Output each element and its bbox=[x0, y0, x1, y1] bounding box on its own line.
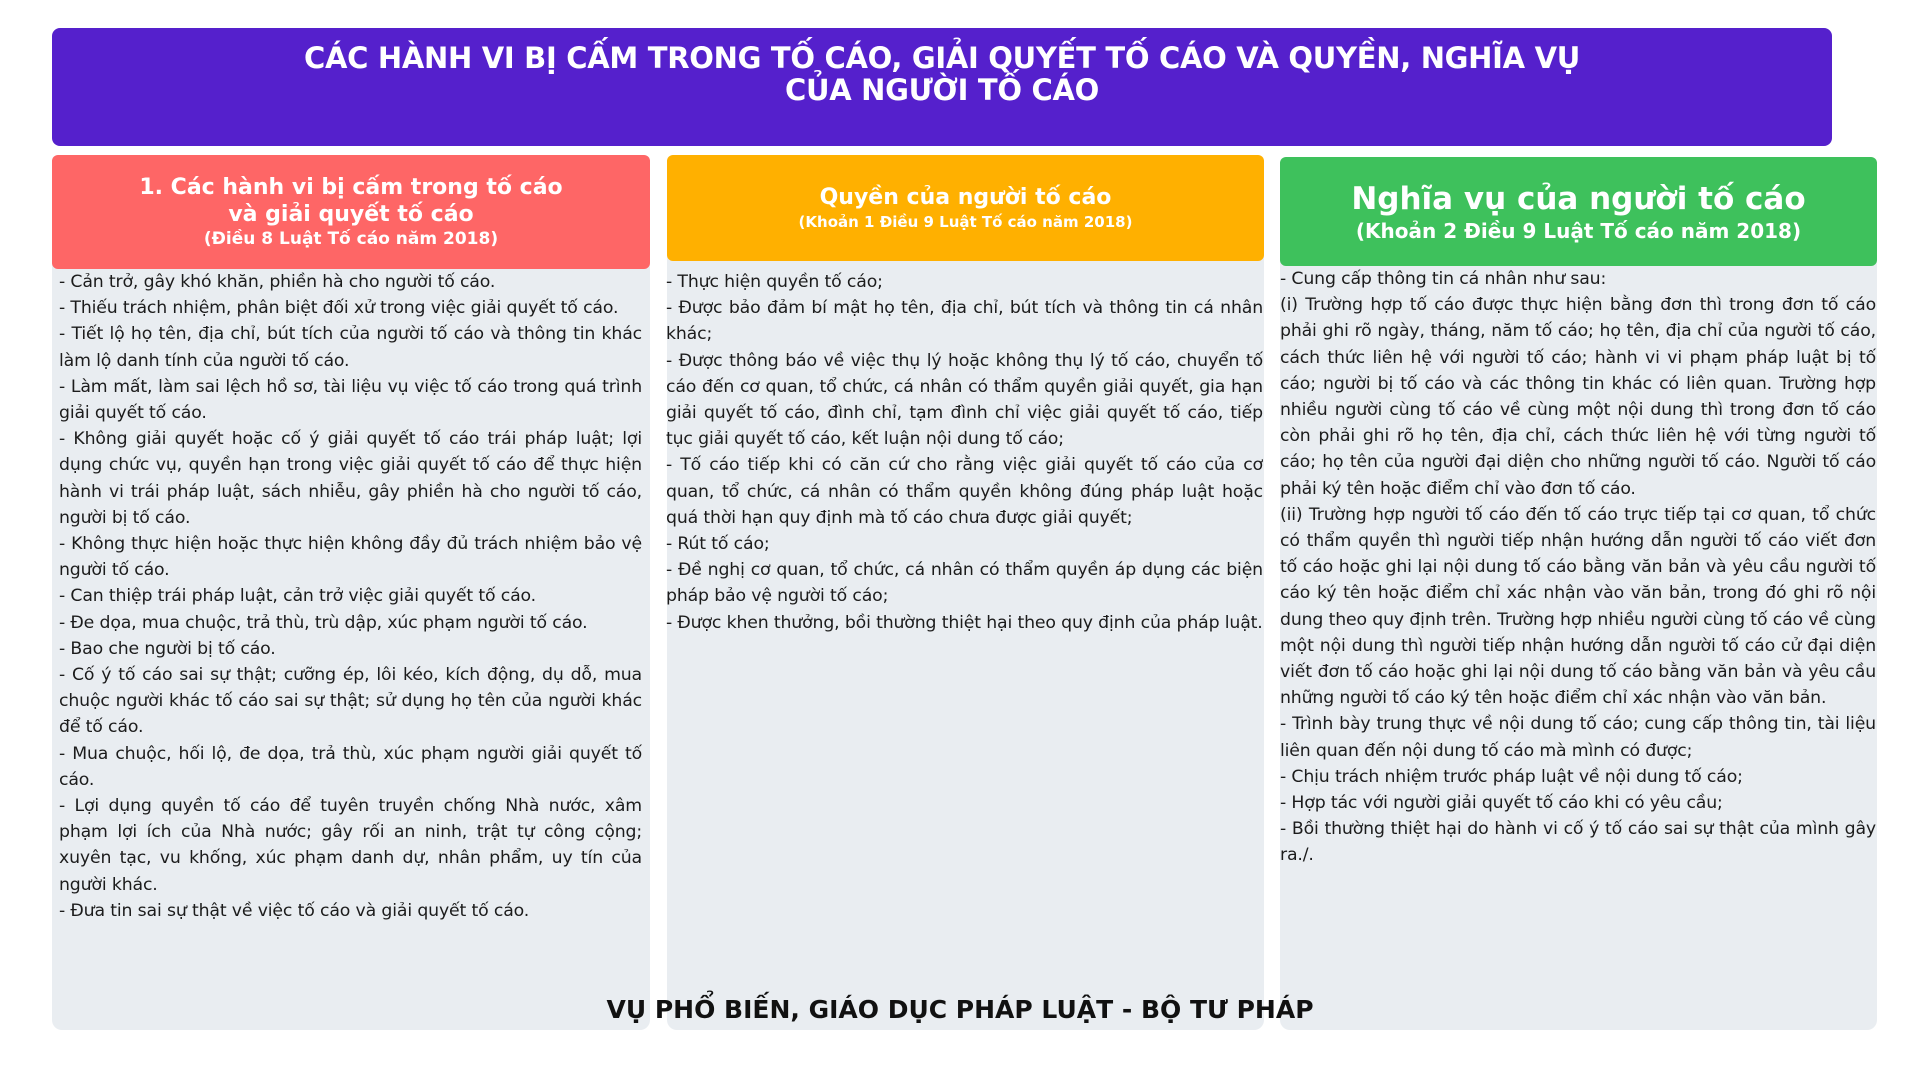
list-item: - Tố cáo tiếp khi có căn cứ cho rằng việc giải quyết tố cáo của cơ quan, tổ chức, cá nhân có thẩm quyền không đúng pháp luật hoặc quá thời hạn quy định mà tố cáo chưa được giải quyết; bbox=[666, 455, 1263, 528]
footer-credit: VỤ PHỔ BIẾN, GIÁO DỤC PHÁP LUẬT - BỘ TƯ PHÁP bbox=[606, 995, 1314, 1024]
column-3-header bbox=[1280, 157, 1877, 266]
list-item: (ii) Trường hợp người tố cáo đến tố cáo trực tiếp tại cơ quan, tổ chức có thẩm quyền thì người tiếp nhận hướng dẫn người tố cáo viết đơn tố cáo hoặc ghi lại nội dung tố cáo bằng văn bản và yêu cầu người tố cáo ký tên hoặc điểm chỉ xác nhận vào văn bản, trong đó ghi rõ nội dung theo quy định trên. Trường hợp nhiều người cùng tố cáo về cùng một nội dung thì người tiếp nhận hướng dẫn người tố cáo cử đại diện viết đơn tố cáo hoặc ghi lại nội dung tố cáo bằng văn bản và yêu cầu những người tố cáo ký tên hoặc điểm chỉ xác nhận vào văn bản. bbox=[1280, 504, 1876, 709]
page-title-line-1: CÁC HÀNH VI BỊ CẤM TRONG TỐ CÁO, GIẢI QUYẾT TỐ CÁO VÀ QUYỀN, NGHĨA VỤ bbox=[304, 41, 1580, 75]
list-item: - Chịu trách nhiệm trước pháp luật về nội dung tố cáo; bbox=[1280, 766, 1743, 787]
column-3-header-title: Nghĩa vụ của người tố cáo bbox=[1351, 180, 1806, 217]
list-item: - Hợp tác với người giải quyết tố cáo khi có yêu cầu; bbox=[1280, 793, 1723, 814]
column-1-header-source: (Điều 8 Luật Tố cáo năm 2018) bbox=[203, 229, 499, 249]
page-title-line-2: CỦA NGƯỜI TỐ CÁO bbox=[784, 73, 1099, 107]
title-banner bbox=[52, 28, 1832, 146]
list-item: - Lợi dụng quyền tố cáo để tuyên truyền chống Nhà nước, xâm phạm lợi ích của Nhà nước; gây rối an ninh, trật tự công cộng; xuyên tạc, vu khống, xúc phạm danh dự, nhân phẩm, uy tín của người khác. bbox=[59, 796, 642, 895]
list-item: - Đe dọa, mua chuộc, trả thù, trù dập, xúc phạm người tố cáo. bbox=[59, 612, 588, 633]
list-item: - Làm mất, làm sai lệch hồ sơ, tài liệu vụ việc tố cáo trong quá trình giải quyết tố cáo. bbox=[59, 376, 642, 424]
list-item: - Thực hiện quyền tố cáo; bbox=[666, 272, 883, 292]
list-item: (i) Trường hợp tố cáo được thực hiện bằng đơn thì trong đơn tố cáo phải ghi rõ ngày, tháng, năm tố cáo; họ tên, địa chỉ của người tố cáo, cách thức liên hệ với người tố cáo; hành vi vi phạm pháp luật bị tố cáo; người bị tố cáo và các thông tin khác có liên quan. Trường hợp nhiều người cùng tố cáo về cùng một nội dung thì trong đơn tố cáo còn phải ghi rõ họ tên, địa chỉ, cách thức liên hệ với từng người tố cáo; họ tên của người đại diện cho những người tố cáo. Người tố cáo phải ký tên hoặc điểm chỉ vào đơn tố cáo. bbox=[1280, 295, 1876, 499]
list-item: - Đề nghị cơ quan, tổ chức, cá nhân có thẩm quyền áp dụng các biện pháp bảo vệ người tố cáo; bbox=[666, 560, 1263, 607]
column-1-header bbox=[52, 155, 650, 269]
list-item: - Tiết lộ họ tên, địa chỉ, bút tích của người tố cáo và thông tin khác làm lộ danh tính của người tố cáo. bbox=[59, 324, 642, 371]
list-item: - Trình bày trung thực về nội dung tố cáo; cung cấp thông tin, tài liệu liên quan đến nội dung tố cáo mà mình có được; bbox=[1280, 714, 1876, 761]
list-item: - Cản trở, gây khó khăn, phiền hà cho người tố cáo. bbox=[59, 272, 496, 292]
column-2-header-title: Quyền của người tố cáo bbox=[819, 185, 1112, 210]
list-item: - Rút tố cáo; bbox=[666, 534, 770, 555]
list-item: - Cung cấp thông tin cá nhân như sau: bbox=[1280, 269, 1607, 289]
column-1-header-line-1: 1. Các hành vi bị cấm trong tố cáo bbox=[139, 175, 563, 200]
list-item: - Không thực hiện hoặc thực hiện không đầy đủ trách nhiệm bảo vệ người tố cáo. bbox=[59, 534, 642, 581]
list-item: - Bồi thường thiệt hại do hành vi cố ý tố cáo sai sự thật của mình gây ra./. bbox=[1280, 819, 1876, 866]
column-1-content bbox=[59, 269, 642, 924]
column-3-header-source: (Khoản 2 Điều 9 Luật Tố cáo năm 2018) bbox=[1355, 218, 1802, 243]
list-item: - Bao che người bị tố cáo. bbox=[59, 638, 276, 659]
column-2-header-source: (Khoản 1 Điều 9 Luật Tố cáo năm 2018) bbox=[798, 213, 1133, 231]
list-item: - Được khen thưởng, bồi thường thiệt hại theo quy định của pháp luật. bbox=[666, 612, 1263, 633]
list-item: - Đưa tin sai sự thật về việc tố cáo và giải quyết tố cáo. bbox=[59, 900, 530, 921]
list-item: - Không giải quyết hoặc cố ý giải quyết tố cáo trái pháp luật; lợi dụng chức vụ, quyền hạn trong việc giải quyết tố cáo để thực hiện hành vi trái pháp luật, sách nhiễu, gây phiền hà cho người tố cáo, người bị tố cáo. bbox=[59, 429, 642, 528]
list-item: - Mua chuộc, hối lộ, đe dọa, trả thù, xúc phạm người giải quyết tố cáo. bbox=[59, 743, 642, 790]
column-1-header-line-2: và giải quyết tố cáo bbox=[228, 202, 474, 227]
list-item: - Được bảo đảm bí mật họ tên, địa chỉ, bút tích và thông tin cá nhân khác; bbox=[666, 298, 1263, 345]
column-2-content bbox=[666, 269, 1263, 636]
list-item: - Được thông báo về việc thụ lý hoặc không thụ lý tố cáo, chuyển tố cáo đến cơ quan, tổ chức, cá nhân có thẩm quyền giải quyết, gia hạn giải quyết tố cáo, đình chỉ, tạm đình chỉ việc giải quyết tố cáo, tiếp tục giải quyết tố cáo, kết luận nội dung tố cáo; bbox=[666, 350, 1263, 450]
list-item: - Can thiệp trái pháp luật, cản trở việc giải quyết tố cáo. bbox=[59, 586, 536, 607]
list-item: - Thiếu trách nhiệm, phân biệt đối xử trong việc giải quyết tố cáo. bbox=[59, 298, 619, 319]
list-item: - Cố ý tố cáo sai sự thật; cưỡng ép, lôi kéo, kích động, dụ dỗ, mua chuộc người khác tố cáo sai sự thật; sử dụng họ tên của người khác để tố cáo. bbox=[59, 665, 642, 738]
column-2-header bbox=[667, 155, 1264, 261]
column-3-content bbox=[1280, 266, 1876, 869]
